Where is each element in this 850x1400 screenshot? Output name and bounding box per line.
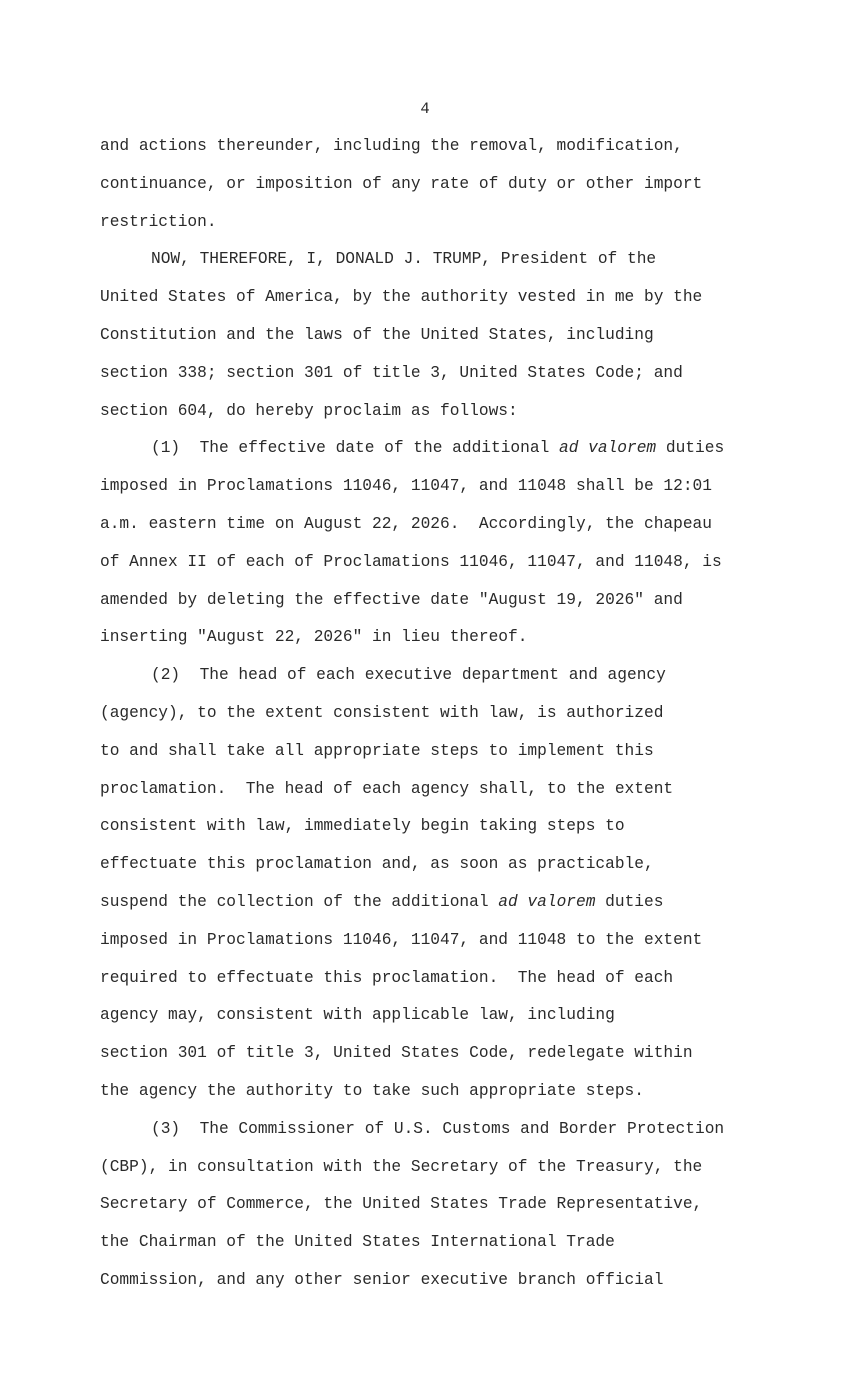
page-number: 4 [420,100,430,118]
text-line [100,514,800,552]
text-line [100,136,800,174]
text-segment: NOW, THEREFORE, I, DONALD J. TRUMP, President of the [151,250,657,269]
text-line [100,1081,800,1119]
text-segment: agency may, consistent with applicable law, including [100,1006,615,1025]
text-segment: section 301 of title 3, United States Code, redelegate within [100,1044,693,1063]
text-line [100,741,800,779]
text-line [100,249,800,287]
text-segment: required to effectuate this proclamation. The head of each [100,968,674,987]
text-line [100,1270,800,1308]
text-line [100,325,800,363]
text-segment: restriction. [100,212,217,231]
text-line [100,816,800,854]
text-segment: section 604, do hereby proclaim as follows: [100,401,518,420]
text-line [100,174,800,212]
text-segment: United States of America, by the authority vested in me by the [100,288,703,307]
text-line [100,1005,800,1043]
text-line [100,552,800,590]
text-segment: Commission, and any other senior executive branch official [100,1270,664,1289]
text-segment: effectuate this proclamation and, as soon as practicable, [100,855,654,874]
text-segment: (3) The Commissioner of U.S. Customs and Border Protection [151,1119,725,1138]
text-segment: amended by deleting the effective date "August 19, 2026" and [100,590,683,609]
text-segment: proclamation. The head of each agency shall, to the extent [100,779,674,798]
text-line [100,438,800,476]
text-line [100,476,800,514]
text-segment: Constitution and the laws of the United States, including [100,325,654,344]
text-segment: a.m. eastern time on August 22, 2026. Accordingly, the chapeau [100,514,712,533]
text-line [100,703,800,741]
text-segment: the Chairman of the United States International Trade [100,1233,615,1252]
text-line [100,665,800,703]
text-line [100,1043,800,1081]
text-line [100,363,800,401]
text-segment: (2) The head of each executive department and agency [151,666,666,685]
text-line [100,968,800,1006]
text-segment: to and shall take all appropriate steps to implement this [100,741,654,760]
text-line [100,854,800,892]
text-segment: the agency the authority to take such appropriate steps. [100,1081,644,1100]
italic-term: ad valorem [559,439,657,458]
text-segment: imposed in Proclamations 11046, 11047, and 11048 to the extent [100,930,703,949]
text-line [100,401,800,439]
text-segment: inserting "August 22, 2026" in lieu thereof. [100,628,528,647]
text-segment: duties [656,439,725,458]
text-segment: (agency), to the extent consistent with law, is authorized [100,703,664,722]
text-segment: continuance, or imposition of any rate of duty or other import [100,174,703,193]
text-segment: Secretary of Commerce, the United States Trade Representative, [100,1195,703,1214]
text-line [100,1194,800,1232]
text-line [100,627,800,665]
text-segment: suspend the collection of the additional [100,892,499,911]
text-line [100,1119,800,1157]
text-line [100,212,800,250]
proclamation-body-text [100,136,800,1308]
text-line [100,1232,800,1270]
italic-term: ad valorem [498,892,596,911]
text-segment: imposed in Proclamations 11046, 11047, and 11048 shall be 12:01 [100,477,712,496]
text-line [100,590,800,628]
text-segment: and actions thereunder, including the removal, modification, [100,137,683,155]
text-segment: (CBP), in consultation with the Secretary of the Treasury, the [100,1157,703,1176]
text-segment: duties [595,892,664,911]
text-line [100,1157,800,1195]
text-segment: consistent with law, immediately begin taking steps to [100,817,625,836]
text-line [100,930,800,968]
text-line [100,892,800,930]
text-line [100,287,800,325]
text-line [100,779,800,817]
text-segment: (1) The effective date of the additional [151,439,559,458]
text-segment: section 338; section 301 of title 3, United States Code; and [100,363,683,382]
text-segment: of Annex II of each of Proclamations 11046, 11047, and 11048, is [100,552,722,571]
